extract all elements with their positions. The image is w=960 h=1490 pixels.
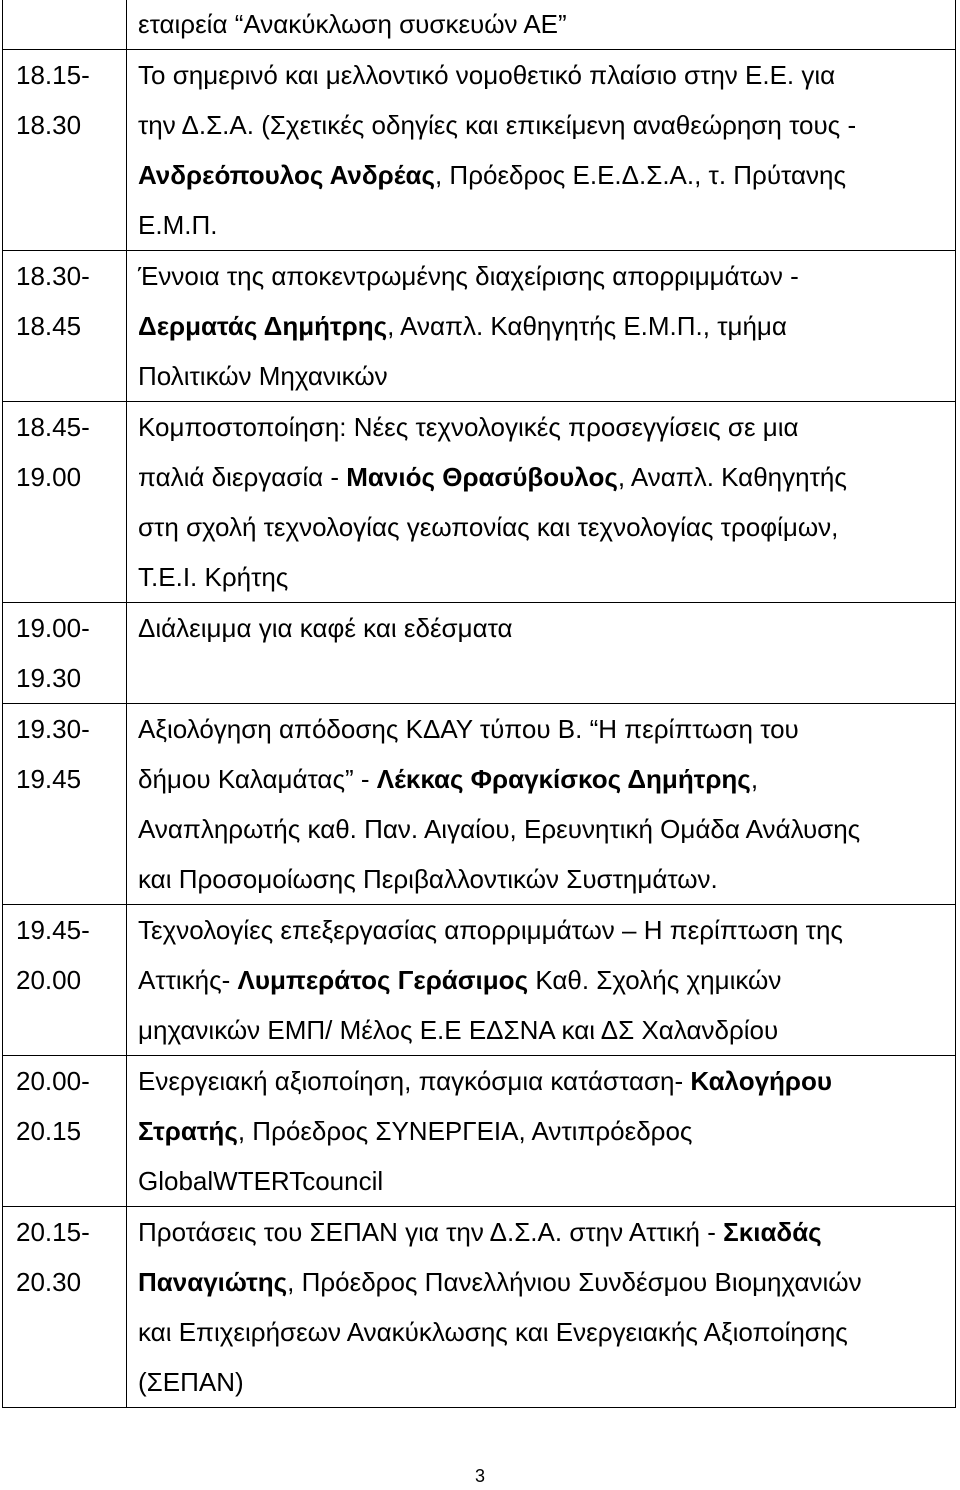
description-text: Καθ. Σχολής χημικών xyxy=(528,965,782,995)
description-text: , Πρόεδρος Πανελλήνιου Συνδέσμου Βιομηχανιών xyxy=(287,1267,862,1297)
speaker-name: Λυμπεράτος Γεράσιμος xyxy=(237,965,529,995)
description-line xyxy=(138,653,949,703)
description-line xyxy=(138,452,949,502)
session-description-cell xyxy=(127,704,956,905)
session-description-cell xyxy=(127,50,956,251)
session-description-cell xyxy=(127,1207,956,1408)
description-line xyxy=(138,804,949,854)
description-line xyxy=(138,351,949,401)
time-slot-text: 19.00 xyxy=(16,462,82,492)
time-slot-text: 18.15- xyxy=(16,60,90,90)
description-line xyxy=(138,301,949,351)
speaker-name: Στρατής xyxy=(138,1116,238,1146)
time-slot-text: 19.45 xyxy=(16,764,82,794)
time-slot-cell xyxy=(3,0,127,50)
schedule-row xyxy=(3,251,956,402)
time-slot-text: 18.30- xyxy=(16,261,90,291)
time-slot-cell xyxy=(3,402,127,603)
description-line xyxy=(138,1005,949,1055)
speaker-name: Παναγιώτης xyxy=(138,1267,288,1297)
description-text: Τ.Ε.Ι. Κρήτης xyxy=(138,562,289,592)
description-line xyxy=(138,704,949,754)
description-text: Αξιολόγηση απόδοσης ΚΔΑΥ τύπου Β. “Η περίπτωση του xyxy=(138,714,799,744)
time-slot-text: 19.00- xyxy=(16,613,90,643)
session-description-cell xyxy=(127,402,956,603)
description-text: , Αναπλ. Καθηγητής Ε.Μ.Π., τμήμα xyxy=(387,311,787,341)
speaker-name: Σκιαδάς xyxy=(723,1217,822,1247)
description-line xyxy=(138,603,949,653)
speaker-name: Λέκκας Φραγκίσκος Δημήτρης xyxy=(376,764,751,794)
speaker-name: Δερματάς Δημήτρης xyxy=(138,311,388,341)
description-line xyxy=(138,1156,949,1206)
time-slot-text: 20.00 xyxy=(16,965,82,995)
schedule-row xyxy=(3,1207,956,1408)
description-text: Ε.Μ.Π. xyxy=(138,210,218,240)
session-description-cell xyxy=(127,0,956,50)
description-text: Έννοια της αποκεντρωμένης διαχείρισης απορριμμάτων - xyxy=(138,261,799,291)
description-line xyxy=(138,502,949,552)
schedule-row xyxy=(3,402,956,603)
schedule-row xyxy=(3,704,956,905)
description-text: Ενεργειακή αξιοποίηση, παγκόσμια κατάσταση- xyxy=(138,1066,691,1096)
time-slot-cell xyxy=(3,1207,127,1408)
description-line xyxy=(138,552,949,602)
schedule-row xyxy=(3,603,956,704)
description-line xyxy=(138,1207,949,1257)
description-line xyxy=(138,251,949,301)
schedule-row xyxy=(3,0,956,50)
description-text: GlobalWTERTcouncil xyxy=(138,1166,384,1196)
description-line xyxy=(138,905,949,955)
description-text: εταιρεία “Ανακύκλωση συσκευών ΑΕ” xyxy=(138,9,567,39)
time-slot-text: 19.30- xyxy=(16,714,90,744)
description-line xyxy=(138,854,949,904)
time-slot-text: 19.45- xyxy=(16,915,90,945)
description-line xyxy=(138,1056,949,1106)
time-slot-cell xyxy=(3,1056,127,1207)
description-text: Διάλειμμα για καφέ και εδέσματα xyxy=(138,613,513,643)
description-line xyxy=(138,50,949,100)
description-text: και Επιχειρήσεων Ανακύκλωσης και Ενεργειακής Αξιοποίησης xyxy=(138,1317,848,1347)
description-line xyxy=(138,150,949,200)
description-line xyxy=(138,100,949,150)
description-text: και Προσομοίωσης Περιβαλλοντικών Συστημάτων. xyxy=(138,864,718,894)
time-slot-cell xyxy=(3,905,127,1056)
page-number: 3 xyxy=(474,1466,485,1486)
program-schedule-table xyxy=(2,0,956,1408)
description-text: , xyxy=(750,764,759,794)
schedule-row xyxy=(3,50,956,251)
session-description-cell xyxy=(127,251,956,402)
description-text: την Δ.Σ.Α. (Σχετικές οδηγίες και επικείμενη αναθεώρηση τους - xyxy=(138,110,857,140)
description-line xyxy=(138,402,949,452)
description-text: παλιά διεργασία - xyxy=(138,462,347,492)
description-text: (ΣΕΠΑΝ) xyxy=(138,1367,244,1397)
time-slot-cell xyxy=(3,603,127,704)
description-text: , Πρόεδρος ΣΥΝΕΡΓΕΙΑ, Αντιπρόεδρος xyxy=(237,1116,693,1146)
time-slot-text: 19.30 xyxy=(16,663,82,693)
time-slot-text: 20.00- xyxy=(16,1066,90,1096)
time-slot-cell xyxy=(3,704,127,905)
description-text: Αναπληρωτής καθ. Παν. Αιγαίου, Ερευνητική Ομάδα Ανάλυσης xyxy=(138,814,861,844)
time-slot-text: 18.45 xyxy=(16,311,82,341)
time-slot-cell xyxy=(3,251,127,402)
time-slot-cell xyxy=(3,50,127,251)
time-slot-text: 20.15- xyxy=(16,1217,90,1247)
description-text: Κομποστοποίηση: Νέες τεχνολογικές προσεγγίσεις σε μια xyxy=(138,412,799,442)
time-slot-text: 20.15 xyxy=(16,1116,82,1146)
time-slot-text: 18.30 xyxy=(16,110,82,140)
speaker-name: Ανδρεόπουλος Ανδρέας xyxy=(138,160,435,190)
speaker-name: Μανιός Θρασύβουλος xyxy=(346,462,618,492)
description-line xyxy=(138,1307,949,1357)
description-line xyxy=(138,955,949,1005)
time-slot-text: 18.45- xyxy=(16,412,90,442)
description-line xyxy=(138,0,949,49)
description-line xyxy=(138,1257,949,1307)
schedule-row xyxy=(3,905,956,1056)
description-text: Πολιτικών Μηχανικών xyxy=(138,361,388,391)
description-line xyxy=(138,1357,949,1407)
description-line xyxy=(138,754,949,804)
description-line xyxy=(138,1106,949,1156)
description-text: , Αναπλ. Καθηγητής xyxy=(617,462,847,492)
time-slot-text: 20.30 xyxy=(16,1267,82,1297)
session-description-cell xyxy=(127,905,956,1056)
description-line xyxy=(138,200,949,250)
description-text: , Πρόεδρος Ε.Ε.Δ.Σ.Α., τ. Πρύτανης xyxy=(434,160,846,190)
schedule-row xyxy=(3,1056,956,1207)
description-text: Τεχνολογίες επεξεργασίας απορριμμάτων – Η περίπτωση της xyxy=(138,915,843,945)
description-text: στη σχολή τεχνολογίας γεωπονίας και τεχνολογίας τροφίμων, xyxy=(138,512,839,542)
schedule-body xyxy=(3,0,956,1408)
description-text: μηχανικών ΕΜΠ/ Μέλος Ε.Ε ΕΔΣΝΑ και ΔΣ Χαλανδρίου xyxy=(138,1015,779,1045)
description-text: Το σημερινό και μελλοντικό νομοθετικό πλαίσιο στην Ε.Ε. για xyxy=(138,60,836,90)
description-text: δήμου Καλαμάτας” - xyxy=(138,764,377,794)
session-description-cell xyxy=(127,1056,956,1207)
session-description-cell xyxy=(127,603,956,704)
description-text: Προτάσεις του ΣΕΠΑΝ για την Δ.Σ.Α. στην Αττική - xyxy=(138,1217,724,1247)
speaker-name: Καλογήρου xyxy=(690,1066,833,1096)
description-text: Αττικής- xyxy=(138,965,238,995)
